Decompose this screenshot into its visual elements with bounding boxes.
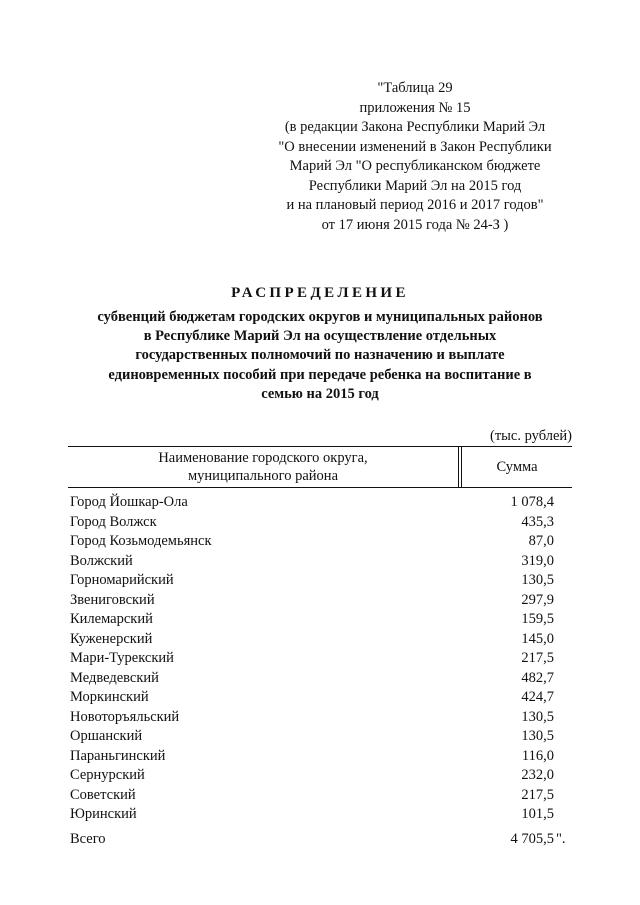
row-name: Город Козьмодемьянск: [70, 533, 212, 549]
table-row: [70, 708, 584, 728]
row-name: Новоторъяльский: [70, 708, 180, 725]
row-value: 145,0: [521, 630, 554, 647]
table-row: [70, 747, 584, 767]
closing-quote: ".: [556, 831, 566, 847]
column-header-name-line: Наименование городского округа,: [158, 450, 368, 466]
column-header-name: [68, 447, 458, 487]
row-value: 87,0: [528, 533, 554, 549]
table-header: [68, 446, 572, 488]
row-name: Сернурский: [70, 767, 145, 783]
row-value: 424,7: [521, 689, 554, 705]
table-body: [70, 493, 584, 825]
header-line: Республики Марий Эл на 2015 год: [308, 177, 522, 194]
subtitle-line: субвенций бюджетам городских округов и муниципальных районов: [97, 309, 543, 325]
row-name: Город Йошкар-Ола: [70, 494, 188, 510]
row-name: Медведевский: [70, 669, 159, 686]
subtitle-line: в Республике Марий Эл на осуществление отдельных: [143, 328, 497, 345]
row-name: Параньгинский: [70, 747, 166, 764]
row-value: 319,0: [521, 552, 554, 569]
header-line: (в редакции Закона Республики Марий Эл: [284, 119, 546, 135]
row-value: 1 078,4: [510, 494, 554, 510]
row-value: 130,5: [521, 708, 554, 725]
table-row: [70, 552, 584, 572]
row-name: Советский: [70, 786, 136, 803]
column-header-name-line: муниципального района: [188, 468, 338, 484]
row-value: 130,5: [521, 572, 554, 588]
column-header-sum: Сумма: [496, 459, 538, 475]
table-row: [70, 571, 584, 591]
table-row: [70, 688, 584, 708]
table-row: [70, 669, 584, 689]
table-reference-header: [255, 79, 575, 235]
table-row: [70, 513, 584, 533]
row-value: 217,5: [521, 650, 554, 666]
document-subtitle: [0, 308, 640, 404]
table-row: [70, 610, 584, 630]
header-line: приложения № 15: [359, 99, 471, 116]
row-name: Город Волжск: [70, 513, 157, 530]
row-name: Волжский: [70, 552, 133, 569]
row-value: 159,5: [521, 611, 554, 627]
table-row: [70, 766, 584, 786]
row-value: 482,7: [521, 669, 554, 686]
document-title: РАСПРЕДЕЛЕНИЕ: [231, 285, 409, 301]
row-name: Горномарийский: [70, 572, 174, 588]
row-name: Юринский: [70, 806, 137, 822]
total-label: Всего: [70, 831, 106, 847]
row-name: Килемарский: [70, 611, 153, 627]
total-value: 4 705,5: [510, 831, 554, 847]
header-line: и на плановый период 2016 и 2017 годов": [286, 197, 544, 213]
table-row: [70, 786, 584, 806]
row-value: 116,0: [521, 747, 554, 764]
row-name: Оршанский: [70, 728, 143, 744]
row-value: 217,5: [521, 786, 554, 803]
table-row: [70, 649, 584, 669]
row-value: 297,9: [521, 591, 554, 608]
table-row: [70, 591, 584, 611]
row-value: 101,5: [521, 806, 554, 822]
row-name: Звениговский: [70, 591, 155, 608]
units-label: (тыс. рублей): [490, 428, 572, 444]
header-line: Марий Эл "О республиканском бюджете: [289, 158, 541, 174]
header-line: от 17 июня 2015 года № 24-З ): [321, 216, 509, 233]
table-row: [70, 630, 584, 650]
total-row: [70, 830, 584, 850]
subtitle-line: единовременных пособий при передаче ребенка на воспитание в: [108, 366, 532, 383]
table-row: [70, 532, 584, 552]
header-line: "О внесении изменений в Закон Республики: [278, 138, 552, 155]
row-value: 435,3: [521, 513, 554, 530]
header-line: "Таблица 29: [377, 80, 453, 96]
row-value: 130,5: [521, 728, 554, 744]
table-row: [70, 493, 584, 513]
subtitle-line: семью на 2015 год: [261, 385, 379, 402]
table-row: [70, 805, 584, 825]
row-name: Куженерский: [70, 630, 153, 647]
subtitle-line: государственных полномочий по назначению и выплате: [135, 347, 505, 364]
table-row: [70, 727, 584, 747]
row-value: 232,0: [521, 767, 554, 783]
row-name: Мари-Турекский: [70, 650, 174, 666]
row-name: Моркинский: [70, 689, 149, 705]
